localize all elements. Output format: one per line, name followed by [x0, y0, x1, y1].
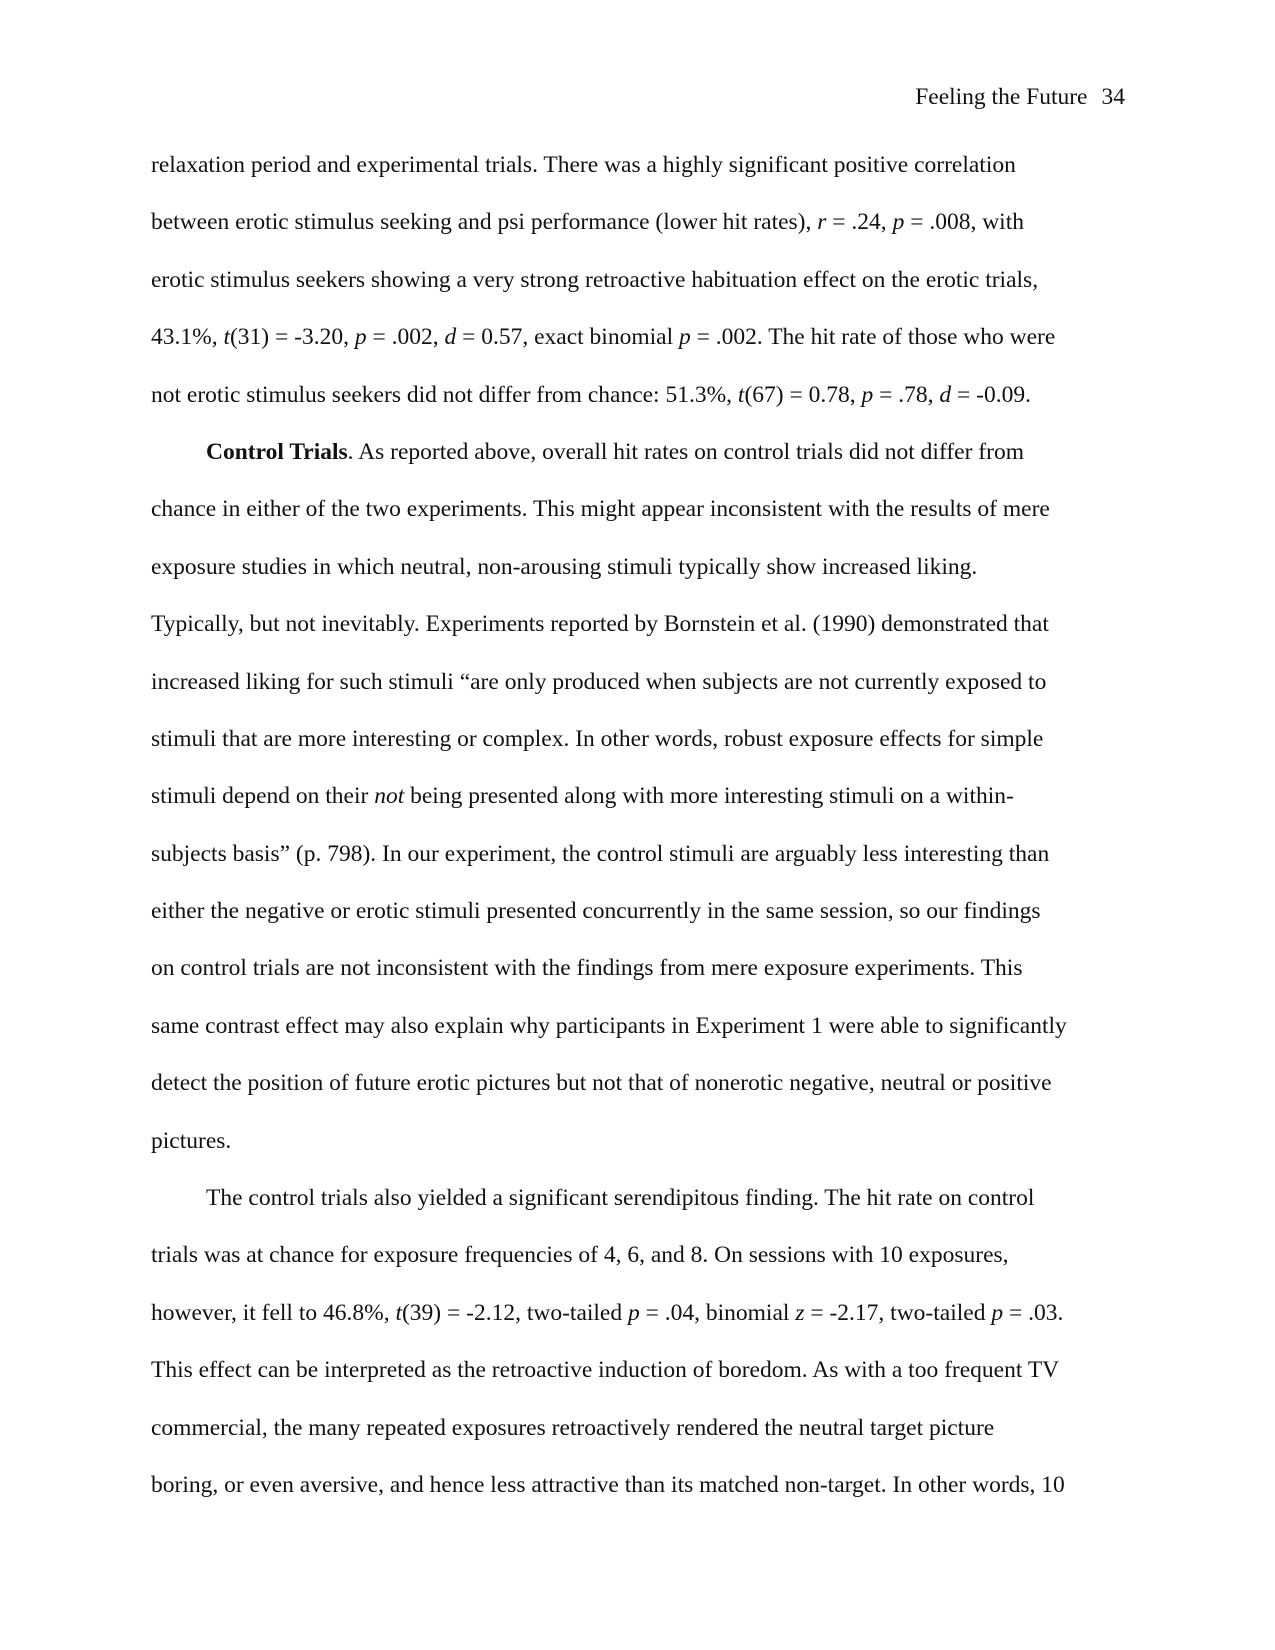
- text-run: between erotic stimulus seeking and psi performance (lower hit rates),: [151, 209, 818, 236]
- page-number: 34: [1101, 84, 1125, 110]
- text-run: not erotic stimulus seekers did not differ from chance: 51.3%,: [151, 381, 738, 408]
- text-run: = .78,: [873, 381, 940, 408]
- text-run: erotic stimulus seekers showing a very strong retroactive habituation effect on the erotic trials,: [151, 266, 1039, 293]
- text-run: on control trials are not inconsistent with the findings from mere exposure experiments. This: [151, 955, 1023, 982]
- text-run: = .03.: [1003, 1299, 1064, 1326]
- text-run: stimuli depend on their: [151, 783, 375, 810]
- text-line: [151, 609, 1136, 666]
- text-run: exposure studies in which neutral, non-arousing stimuli typically show increased liking.: [151, 553, 978, 580]
- text-run: detect the position of future erotic pictures but not that of nonerotic negative, neutral or positive: [151, 1070, 1052, 1097]
- text-line: [151, 265, 1136, 322]
- text-line: [151, 1068, 1136, 1125]
- text-line: [151, 380, 1136, 437]
- text-run: trials was at chance for exposure frequencies of 4, 6, and 8. On sessions with 10 exposures,: [151, 1242, 1009, 1269]
- text-line: [151, 494, 1136, 551]
- text-line: [151, 437, 1136, 494]
- italic-symbol: p: [354, 324, 367, 351]
- body-text: [151, 150, 1136, 1527]
- text-run: however, it fell to 46.8%,: [151, 1299, 396, 1326]
- text-line: [151, 953, 1136, 1010]
- text-line: [151, 1126, 1136, 1183]
- text-run: (31) = -3.20,: [229, 324, 355, 351]
- italic-symbol: d: [444, 324, 457, 351]
- text-run: The control trials also yielded a significant serendipitous finding. The hit rate on control: [206, 1185, 1035, 1212]
- text-run: 43.1%,: [151, 324, 224, 351]
- running-head-title: Feeling the Future: [915, 84, 1088, 110]
- text-line: [151, 322, 1136, 379]
- text-run: commercial, the many repeated exposures retroactively rendered the neutral target picture: [151, 1414, 995, 1441]
- italic-symbol: p: [892, 209, 905, 236]
- text-run: = .002,: [366, 324, 445, 351]
- italic-symbol: p: [861, 381, 874, 408]
- text-line: [151, 552, 1136, 609]
- text-line: [151, 1470, 1136, 1527]
- text-run: = 0.57, exact binomial: [456, 324, 679, 351]
- text-line: [151, 724, 1136, 781]
- italic-symbol: not: [374, 783, 405, 810]
- text-line: [151, 896, 1136, 953]
- text-line: [151, 207, 1136, 264]
- text-line: [151, 1011, 1136, 1068]
- text-line: [151, 1355, 1136, 1412]
- italic-symbol: z: [795, 1299, 805, 1326]
- text-run: stimuli that are more interesting or complex. In other words, robust exposure effects for simple: [151, 725, 1044, 752]
- italic-symbol: t: [395, 1299, 402, 1326]
- text-line: [151, 1413, 1136, 1470]
- italic-symbol: d: [939, 381, 952, 408]
- text-run: Typically, but not inevitably. Experiments reported by Bornstein et al. (1990) demonstrated that: [151, 611, 1049, 638]
- text-line: [151, 781, 1136, 838]
- text-run: relaxation period and experimental trials. There was a highly significant positive correlation: [151, 152, 1016, 178]
- text-run: increased liking for such stimuli “are only produced when subjects are not currently exposed to: [151, 668, 1047, 695]
- text-run: (39) = -2.12, two-tailed: [401, 1299, 628, 1326]
- italic-symbol: t: [737, 381, 745, 408]
- text-run: = .04, binomial: [639, 1299, 796, 1326]
- text-line: [151, 667, 1136, 724]
- italic-symbol: p: [991, 1299, 1004, 1326]
- italic-symbol: p: [678, 324, 691, 351]
- text-run: boring, or even aversive, and hence less attractive than its matched non-target. In other words, 10: [151, 1471, 1065, 1498]
- text-run: = .24,: [826, 209, 893, 236]
- text-run: being presented along with more interesting stimuli on a within-: [404, 783, 1014, 810]
- text-run: = -2.17, two-tailed: [804, 1299, 992, 1326]
- text-run: = -0.09.: [951, 381, 1031, 408]
- text-run: = .008, with: [904, 209, 1024, 236]
- text-run: subjects basis” (p. 798). In our experiment, the control stimuli are arguably less interesting than: [151, 840, 1050, 867]
- section-heading: Control Trials: [206, 438, 348, 465]
- text-run: (67) = 0.78,: [744, 381, 862, 408]
- text-run: chance in either of the two experiments. This might appear inconsistent with the results of mere: [151, 496, 1050, 523]
- text-run: either the negative or erotic stimuli presented concurrently in the same session, so our findings: [151, 898, 1041, 925]
- text-run: same contrast effect may also explain why participants in Experiment 1 were able to significantly: [151, 1012, 1067, 1039]
- text-run: . As reported above, overall hit rates on control trials did not differ from: [347, 438, 1024, 465]
- text-line: [151, 1240, 1136, 1297]
- text-line: [151, 150, 1136, 207]
- text-line: [151, 839, 1136, 896]
- text-line: [151, 1183, 1136, 1240]
- text-run: = .002. The hit rate of those who were: [690, 324, 1056, 351]
- italic-symbol: t: [223, 324, 230, 351]
- text-line: [151, 1298, 1136, 1355]
- text-run: This effect can be interpreted as the retroactive induction of boredom. As with a too frequent TV: [151, 1357, 1060, 1384]
- text-run: pictures.: [151, 1127, 232, 1154]
- italic-symbol: p: [628, 1299, 640, 1326]
- running-head: [915, 82, 1125, 112]
- italic-symbol: r: [817, 209, 827, 236]
